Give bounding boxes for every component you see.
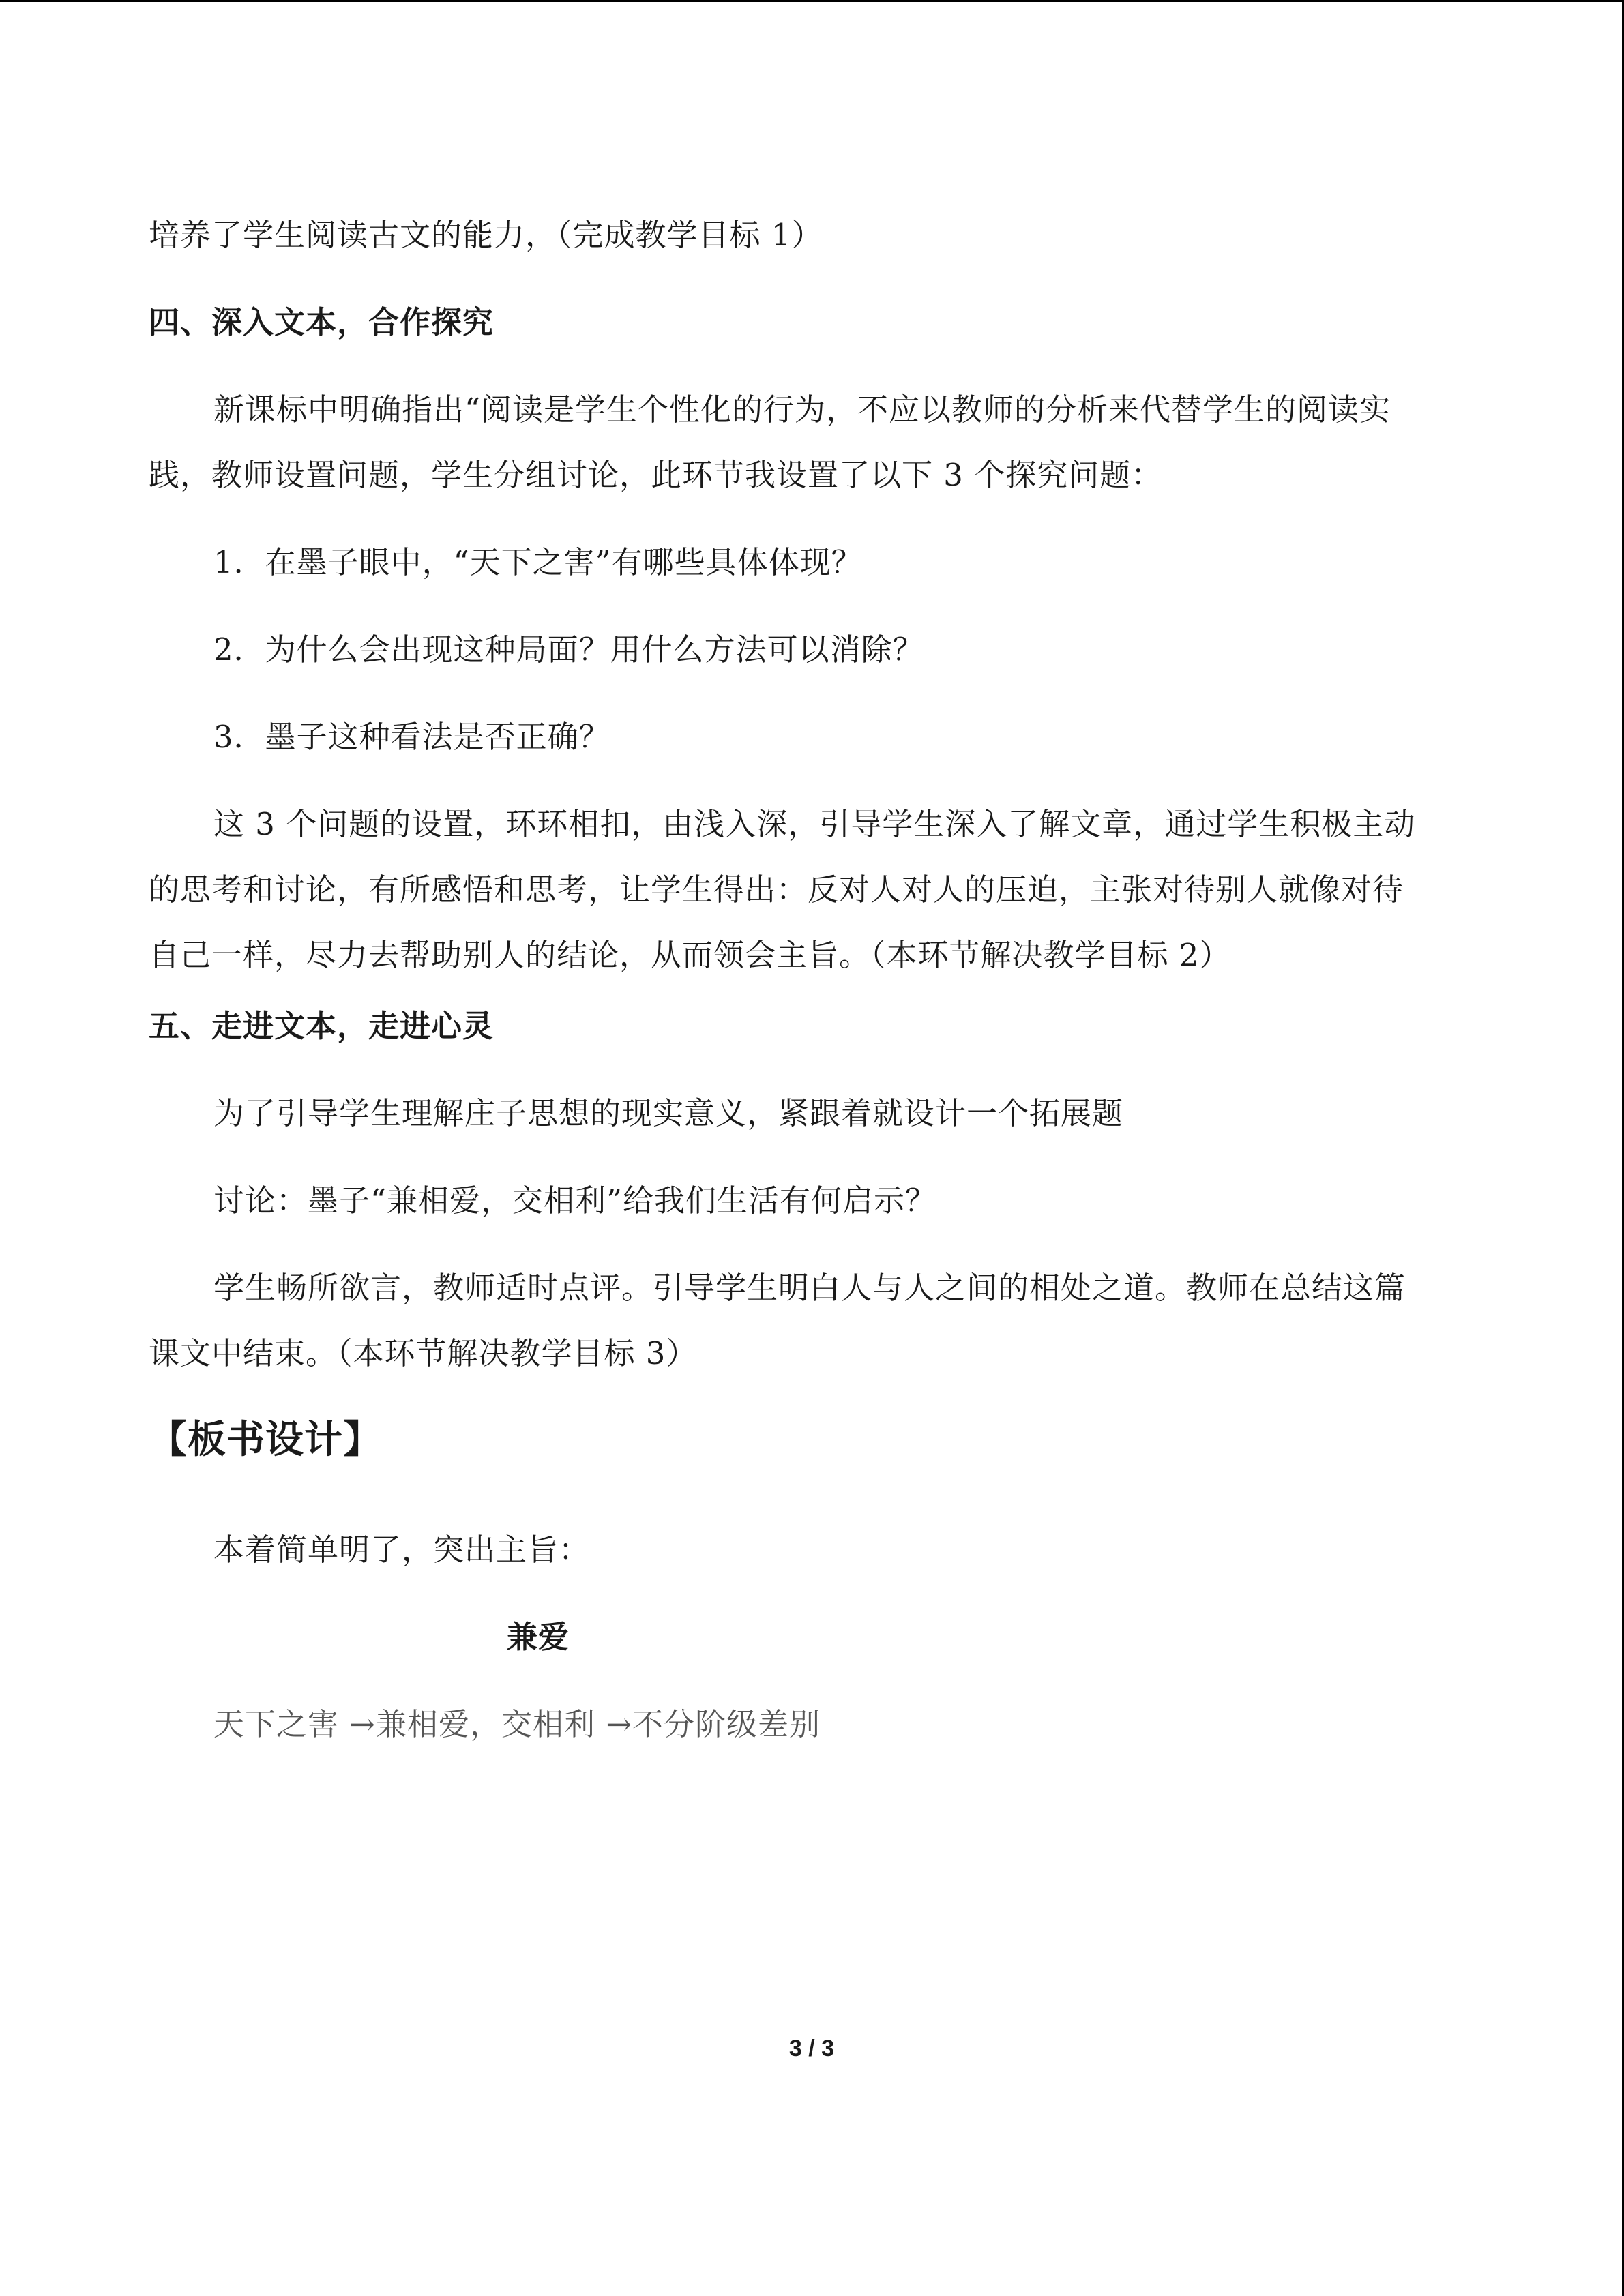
section-heading-4: 四、深入文本，合作探究 — [149, 304, 494, 340]
paragraph-6: 为了引导学生理解庄子思想的现实意义，紧跟着就设计一个拓展题 — [213, 1095, 1124, 1131]
board-design-flow: 天下之害 →兼相爱，交相利 →不分阶级差别 — [213, 1706, 821, 1742]
question-1: 1．在墨子眼中，“天下之害”有哪些具体体现？ — [213, 544, 863, 580]
paragraph-4-line-2: 践，教师设置问题，学生分组讨论，此环节我设置了以下 3 个探究问题： — [149, 457, 1163, 493]
paragraph-7: 讨论：墨子“兼相爱，交相利”给我们生活有何启示？ — [213, 1182, 937, 1219]
section-heading-5: 五、走进文本，走进心灵 — [149, 1008, 494, 1044]
paragraph-8-line-2: 课文中结束。（本环节解决教学目标 3） — [149, 1335, 698, 1371]
paragraph-4-line-1: 新课标中明确指出“阅读是学生个性化的行为，不应以教师的分析来代替学生的阅读实 — [213, 391, 1391, 428]
paragraph-5-line-2: 的思考和讨论，有所感悟和思考，让学生得出：反对人对人的压迫，主张对待别人就像对待 — [149, 871, 1404, 908]
board-design-title: 【板书设计】 — [149, 1418, 382, 1462]
paragraph-intro: 培养了学生阅读古文的能力，（完成教学目标 1） — [149, 217, 823, 253]
board-design-center-term: 兼爱 — [507, 1619, 570, 1655]
page-top-border — [0, 0, 1624, 2]
page-number: 3 / 3 — [788, 2036, 835, 2061]
paragraph-8-line-1: 学生畅所欲言，教师适时点评。引导学生明白人与人之间的相处之道。教师在总结这篇 — [213, 1270, 1406, 1306]
paragraph-5-line-1: 这 3 个问题的设置，环环相扣，由浅入深，引导学生深入了解文章，通过学生积极主动 — [213, 806, 1416, 842]
question-2: 2．为什么会出现这种局面？用什么方法可以消除？ — [213, 631, 924, 668]
paragraph-5-line-3: 自己一样，尽力去帮助别人的结论，从而领会主旨。（本环节解决教学目标 2） — [149, 937, 1231, 973]
board-design-intro: 本着简单明了，突出主旨： — [213, 1532, 591, 1568]
question-3: 3．墨子这种看法是否正确？ — [213, 719, 610, 755]
